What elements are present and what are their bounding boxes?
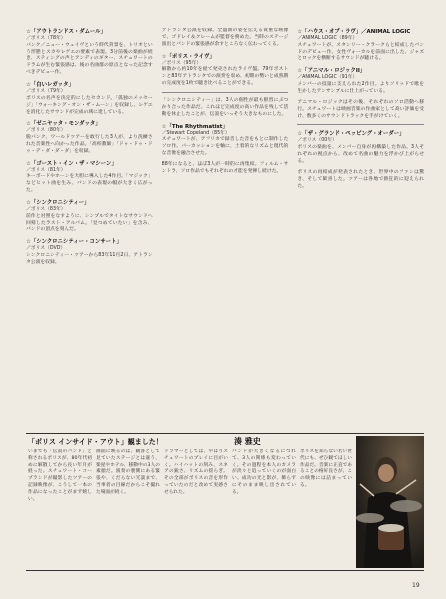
entry-body: ポリスの名声を決定的にしたセカンド。「孤独のメッセージ」「ウォーキング・オン・ザ・ムーン」を収録し、レゲエを消化したサウンドが完成の域に達している。 — [26, 95, 153, 115]
review-column-3: ドラマーとしては、やはりスチュワートのプレイに目がいく。ハイハットの刻み、スネアの鋭さ、リズムの揺らぎ。その全部がポリスの音を形作っていたのだと改めて実感させられた。 — [164, 449, 228, 495]
entry-body: 「シンクロニシティー」は、3人の個性が最も鮮烈にぶつかり合った作品だ。これほど完成度の高い作品を残して活動を休止したことが、伝説をいっそう大きなものにした。 — [161, 98, 289, 117]
entry-title: ☆「ゴースト・イン・ザ・マシーン」 — [26, 160, 117, 167]
entry-meta: ／ポリス（78年） — [26, 36, 66, 41]
entry-title: ☆「白いレガッタ」 — [26, 82, 74, 89]
album-entry — [162, 98, 289, 119]
entry-title: ☆「ザ・グランド・ペッピング・オーダー」 — [297, 131, 405, 138]
album-entry — [26, 160, 153, 195]
album-entry — [162, 162, 289, 176]
entry-body: 解散から約10年を経て発売されたライヴ盤。79年ボストンと83年アトランタでの演奏を収め、初期の勢いと成熟期の完成度を1枚で聴き比べることができる。 — [161, 67, 289, 87]
entry-meta: ／ANIMAL LOGIC（91年） — [297, 75, 358, 81]
entry-body: 88年になると、ほぼ3人が一時的に再集結。フィルム・サントラ、ソロ作品でもそれぞれの才能を発揮し続けた。 — [161, 162, 289, 174]
column-3 — [297, 28, 424, 420]
entry-body: 脱パンク、ワールドツアーを敢行した3人が、より洗練された音楽性へ向かった作品。「高校教師」「ドゥ・ドゥ・ドゥ・デ・ダ・ダ・ダ」を収録。 — [26, 135, 153, 154]
album-entry — [162, 53, 289, 88]
entry-body: スチュワートが、スタンリー・クラークらと結成したバンドのデビュー作。女性ヴォーカルを前面に出した、ジャズとロックを横断するサウンドが聴ける。 — [297, 42, 425, 62]
album-entry — [297, 28, 424, 63]
entry-title: ☆「シンクロニシティー」 — [26, 200, 90, 207]
section-divider — [162, 92, 289, 93]
entry-title: ☆「アウトランドス・ダムール」 — [26, 29, 106, 35]
review-column-2: 画面に映るのは、観客として見ていたステージとは違う、楽屋やホテル、移動中の3人の素顔だ。演奏の裏側にある緊張や、くだらない冗談まで、当事者の目線だからこそ撮れた場面が続く。 — [96, 449, 160, 495]
entry-meta: ／ポリス（79年） — [26, 89, 66, 95]
entry-title: ☆「ゼニヤッタ・モンダッタ」 — [26, 121, 101, 128]
entry-body: スチュワートが、アフリカで録音した音をもとに制作したソロ作。パーカッションを軸に、土着的なリズムと現代的な音像を融合させた。 — [161, 137, 289, 157]
drummer-photo-illustration — [356, 436, 424, 568]
entry-meta: ／ポリス（83年） — [26, 207, 66, 213]
page-number: 19 — [412, 582, 420, 589]
entry-body: シンクロニシティー・ツアーから83年11月2日、アトランタ公演を収録。 — [26, 252, 153, 265]
article-columns — [26, 28, 424, 420]
entry-meta: ／ポリス（80年） — [26, 128, 66, 134]
album-entry — [297, 100, 424, 121]
review-column-5: ポリスを知らない若い世代にも、ぜひ観てほしい作品だ。音楽に正直であることの格好良さが、この映像には詰まっている。 — [300, 449, 352, 488]
review-box — [26, 433, 424, 571]
album-entry — [26, 81, 153, 116]
drummer-photo — [356, 436, 424, 568]
album-entry — [26, 199, 153, 234]
entry-title: ☆「The Rhythmatist」 — [161, 123, 228, 130]
album-entry — [26, 238, 153, 266]
review-column-4: バンドが大きくなるにつれて、3人の関係も変わっていく。その過程を本人のカメラが淡々と追っていくのが面白い。成功の光と影が、飾らずにそのまま映し出されている。 — [232, 449, 296, 495]
entry-body: キーボードやホーンを大胆に導入した4作目。「マジック」などヒット曲を生み、バンドの表現の幅が大きく広がった。 — [26, 174, 153, 194]
entry-body: アトランタ公演を収録。全盛期の姿を伝える貴重な映像で、ゴドレイ＆クレームが監督を務めた。当時のステージ演出とバンドの緊張感が余すところなく伝わってくる。 — [161, 28, 289, 47]
album-entry — [297, 67, 424, 95]
entry-meta: ／Stewart Copeland（85年） — [161, 130, 230, 136]
entry-meta: ／ANIMAL LOGIC（89年） — [297, 36, 358, 41]
entry-title: ☆「ポリス・ライヴ」 — [161, 53, 215, 60]
entry-body: ポリスの再結成が発表されたとき、世界中のファンは驚き、そして歓喜した。ツアーは各地で熱狂的に迎えられた。 — [297, 169, 425, 189]
album-entry — [162, 123, 289, 158]
column-2 — [162, 28, 289, 420]
entry-meta: ／ポリス（00年） — [297, 138, 337, 144]
entry-title: ☆「ハウス・オブ・ラヴ」／ANIMAL LOGIC — [297, 29, 411, 35]
entry-body: 前作と対照をなすように、シンプルでタイトなサウンドへ回帰したラスト・アルバム。「見つめていたい」を含み、バンドの頂点を刻んだ。 — [26, 213, 153, 233]
review-author: 湊 雅史 — [234, 437, 261, 446]
album-entry — [162, 28, 289, 49]
entry-body: パンク／ニュー・ウェイヴという時代背景を、トリオという形態とスカやレゲエの要素で表現。3分前後の楽曲が続き、スティングの声とアンディのギター、スチュワートのドラムが生む緊張感は、後の名曲群の原点となった記念すべきデビュー作。 — [26, 42, 153, 76]
entry-body: アニマル・ロジックはその後、それぞれのソロ活動へ移行。スチュワートは映画音楽の作曲家として高い評価を受け、数多くのサウンドトラックを手がけていく。 — [297, 99, 425, 119]
album-entry — [26, 28, 153, 77]
review-column-1: いまでも「伝説のバンド」と称されるポリスが、80年代初めに解散してから長い年月が経った。スチュワート・コープランドが撮影したツアーの記録映像が、こうして一本の作品になったことがまず嬉しい。 — [28, 449, 92, 502]
column-1 — [26, 28, 153, 420]
entry-body: メンバーの技量に支えられた2作目。よりソリッドで歌を生かしたアンサンブルに仕上がっている。 — [297, 81, 425, 94]
entry-meta: ／ポリス（DVD） — [26, 246, 66, 252]
album-entry — [297, 130, 424, 165]
entry-body: ポリスの楽曲を、メンバー自身が再構築した作品。3人それぞれの視点から、改めて名曲の魅力を浮かび上がらせる。 — [297, 145, 425, 164]
entry-meta: ／ポリス（81年） — [26, 167, 66, 173]
album-entry — [26, 120, 153, 155]
entry-title: ☆「アニマル・ロジックII」 — [297, 68, 366, 75]
entry-title: ☆「シンクロニシティー・コンサート」 — [26, 239, 122, 246]
review-title: 「ポリス インサイド・アウト」観ました！ — [28, 438, 163, 446]
album-entry — [297, 170, 424, 191]
section-divider — [297, 124, 424, 125]
entry-meta: ／ポリス（95年） — [161, 60, 202, 66]
